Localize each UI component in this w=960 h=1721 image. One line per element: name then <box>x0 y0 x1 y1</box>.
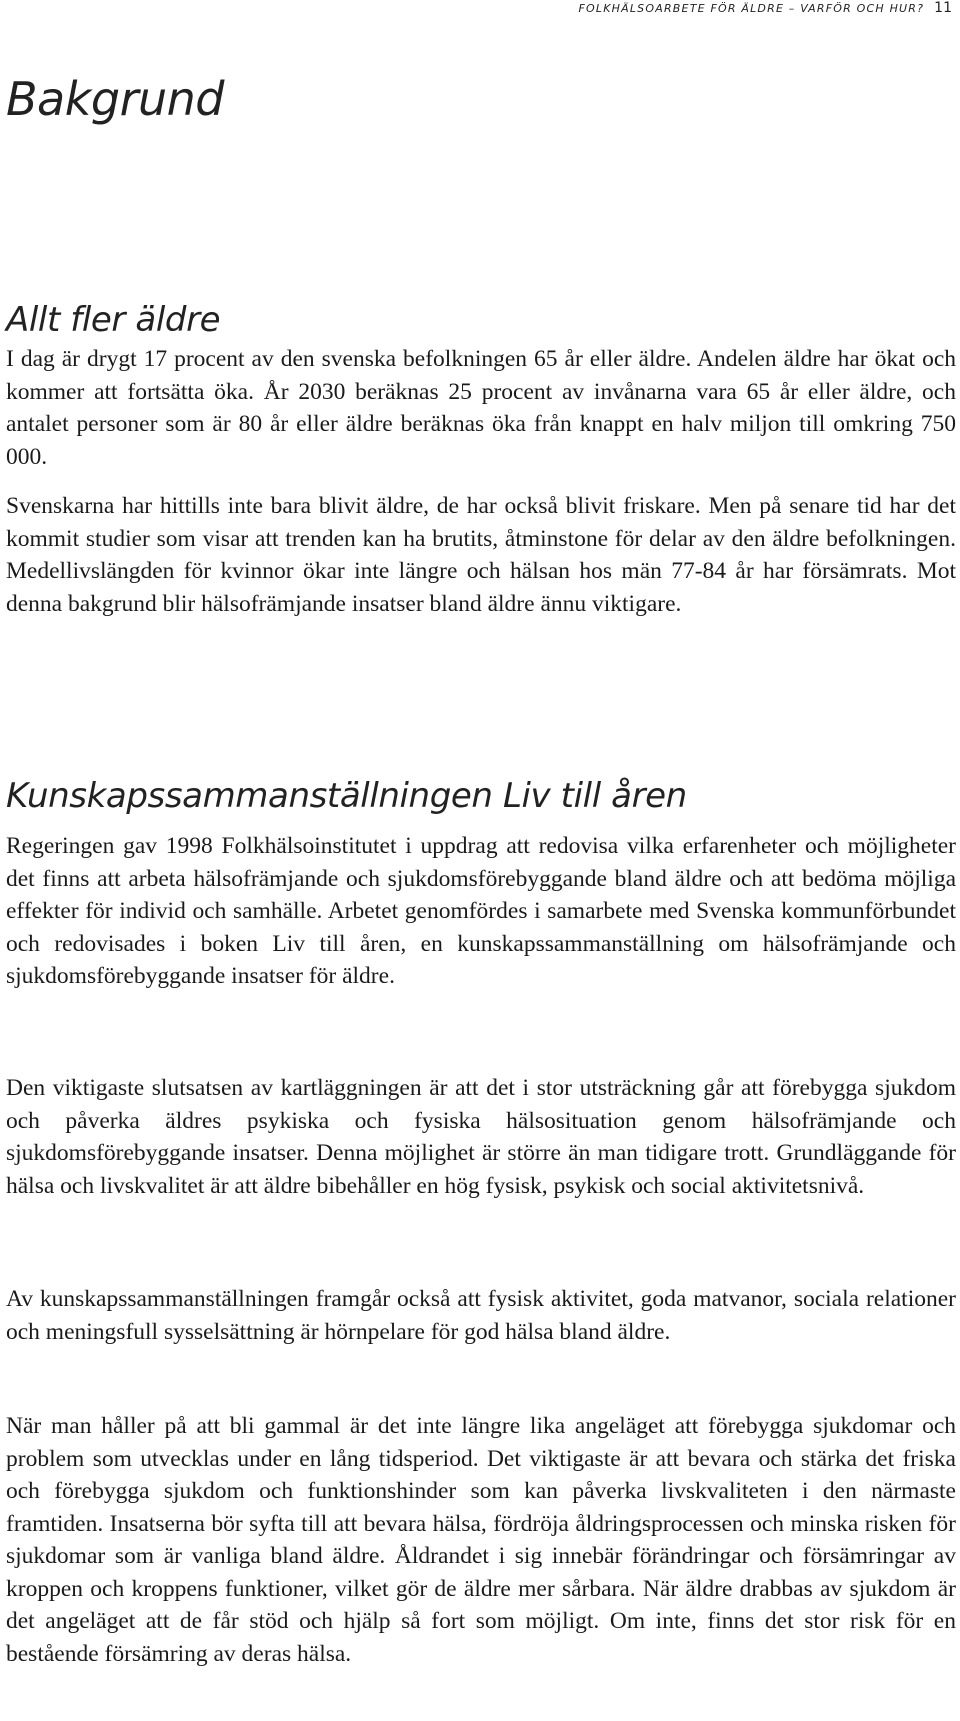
section-heading-allt-fler-aldre: Allt fler äldre <box>6 300 221 340</box>
paragraph: Av kunskapssammanställningen framgår också att fysisk aktivitet, goda matvanor, sociala relationer och meningsfull sysselsättning är hörnpelare för god hälsa bland äldre. <box>6 1286 956 1345</box>
paragraph: Regeringen gav 1998 Folkhälsoinstitutet i uppdrag att redovisa vilka erfarenheter och möjligheter det finns att arbeta hälsofrämjande och sjukdomsförebyggande bland äldre och att bedöma möjliga effekter för individ och samhälle. Arbetet genomfördes i samarbete med Svenska kommunförbundet och redovisades i boken Liv till åren, en kunskapssammanställning om hälsofrämjande och sjukdomsförebyggande insatser för äldre. <box>6 833 956 989</box>
chapter-title: Bakgrund <box>6 72 225 126</box>
paragraph: När man håller på att bli gammal är det inte längre lika angeläget att förebygga sjukdomar och problem som utvecklas under en lång tidsperiod. Det viktigaste är att bevara och stärka det friska och förebygga sjukdom och funktionshinder som kan påverka livskvaliteten i den närmaste framtiden. Insatserna bör syfta till att bevara hälsa, fördröja åldringsprocessen och minska risken för sjukdomar som är vanliga bland äldre. Åldrandet i sig innebär förändringar och försämringar av kroppen och kroppens funktioner, vilket gör de äldre mer sårbara. När äldre drabbas av sjukdom är det angeläget att de får stöd och hjälp så fort som möjligt. Om inte, finns det stor risk för en bestående försämring av deras hälsa. <box>6 1413 956 1667</box>
page-number: 11 <box>934 0 952 16</box>
paragraph: Svenskarna har hittills inte bara blivit äldre, de har också blivit friskare. Men på senare tid har det kommit studier som visar att trenden kan ha brutits, åtminstone för delar av den äldre befolkningen. Medellivslängden för kvinnor ökar inte längre och hälsan hos män 77-84 år har försämrats. Mot denna bakgrund blir hälsofrämjande insatser bland äldre ännu viktigare. <box>6 493 956 617</box>
paragraph: I dag är drygt 17 procent av den svenska befolkningen 65 år eller äldre. Andelen äldre har ökat och kommer att fortsätta öka. År 2030 beräknas 25 procent av invånarna vara 65 år eller äldre, och antalet personer som är 80 år eller äldre beräknas öka från knappt en halv miljon till omkring 750 000. <box>6 346 956 470</box>
paragraph: Den viktigaste slutsatsen av kartläggningen är att det i stor utsträckning går att förebygga sjukdom och påverka äldres psykiska och fysiska hälsosituation genom hälsofrämjande och sjukdomsförebyggande insatser. Denna möjlighet är större än man tidigare trott. Grundläggande för hälsa och livskvalitet är att äldre bibehåller en hög fysisk, psykisk och social aktivitetsnivå. <box>6 1075 956 1199</box>
running-header <box>579 0 952 16</box>
section-heading-kunskapssammanstallningen: Kunskapssammanställningen Liv till åren <box>6 776 687 816</box>
running-title: FOLKHÄLSOARBETE FÖR ÄLDRE – VARFÖR OCH HUR? <box>578 2 925 15</box>
